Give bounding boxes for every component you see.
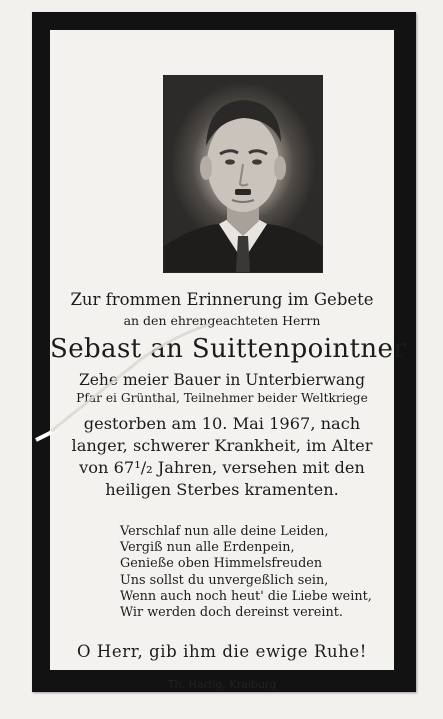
poem-line: Wir werden doch dereinst vereint. [120,605,343,621]
dedication-line: Zur frommen Erinnerung im Gebete [70,290,374,309]
portrait-illustration [164,76,322,272]
dedication-subline: an den ehrengeachteten Herrn [123,313,321,328]
death-line-3: von 67¹/₂ Jahren, versehen mit den [79,458,365,477]
poem-line: Wenn auch noch heut' die Liebe weint, [120,588,372,604]
portrait-photo [163,75,323,273]
parish-line: Pfar ei Grünthal, Teilnehmer beider Weltkriege [76,391,368,405]
memorial-card [32,12,416,692]
prayer-line: O Herr, gib ihm die ewige Ruhe! [76,642,368,661]
poem-line: Vergiß nun alle Erdenpein, [120,540,295,556]
poem-block [120,524,380,621]
death-line-4: heiligen Sterbes kramenten. [105,480,339,499]
occupation-line: Zehe meier Bauer in Unterbierwang [78,371,366,389]
death-line-2: langer, schwerer Krankheit, im Alter [71,436,373,455]
poem-line: Uns sollst du unvergeßlich sein, [120,572,329,588]
printer-credit: Th. Hartig, Kraiburg [167,678,277,691]
poem-line: Genieße oben Himmelsfreuden [120,556,323,572]
poem-line: Verschlaf nun alle deine Leiden, [120,524,329,539]
card-inner-panel [50,30,407,691]
death-line-1: gestorben am 10. Mai 1967, nach [83,414,361,433]
deceased-name: Sebast an Suittenpointner [50,334,407,364]
